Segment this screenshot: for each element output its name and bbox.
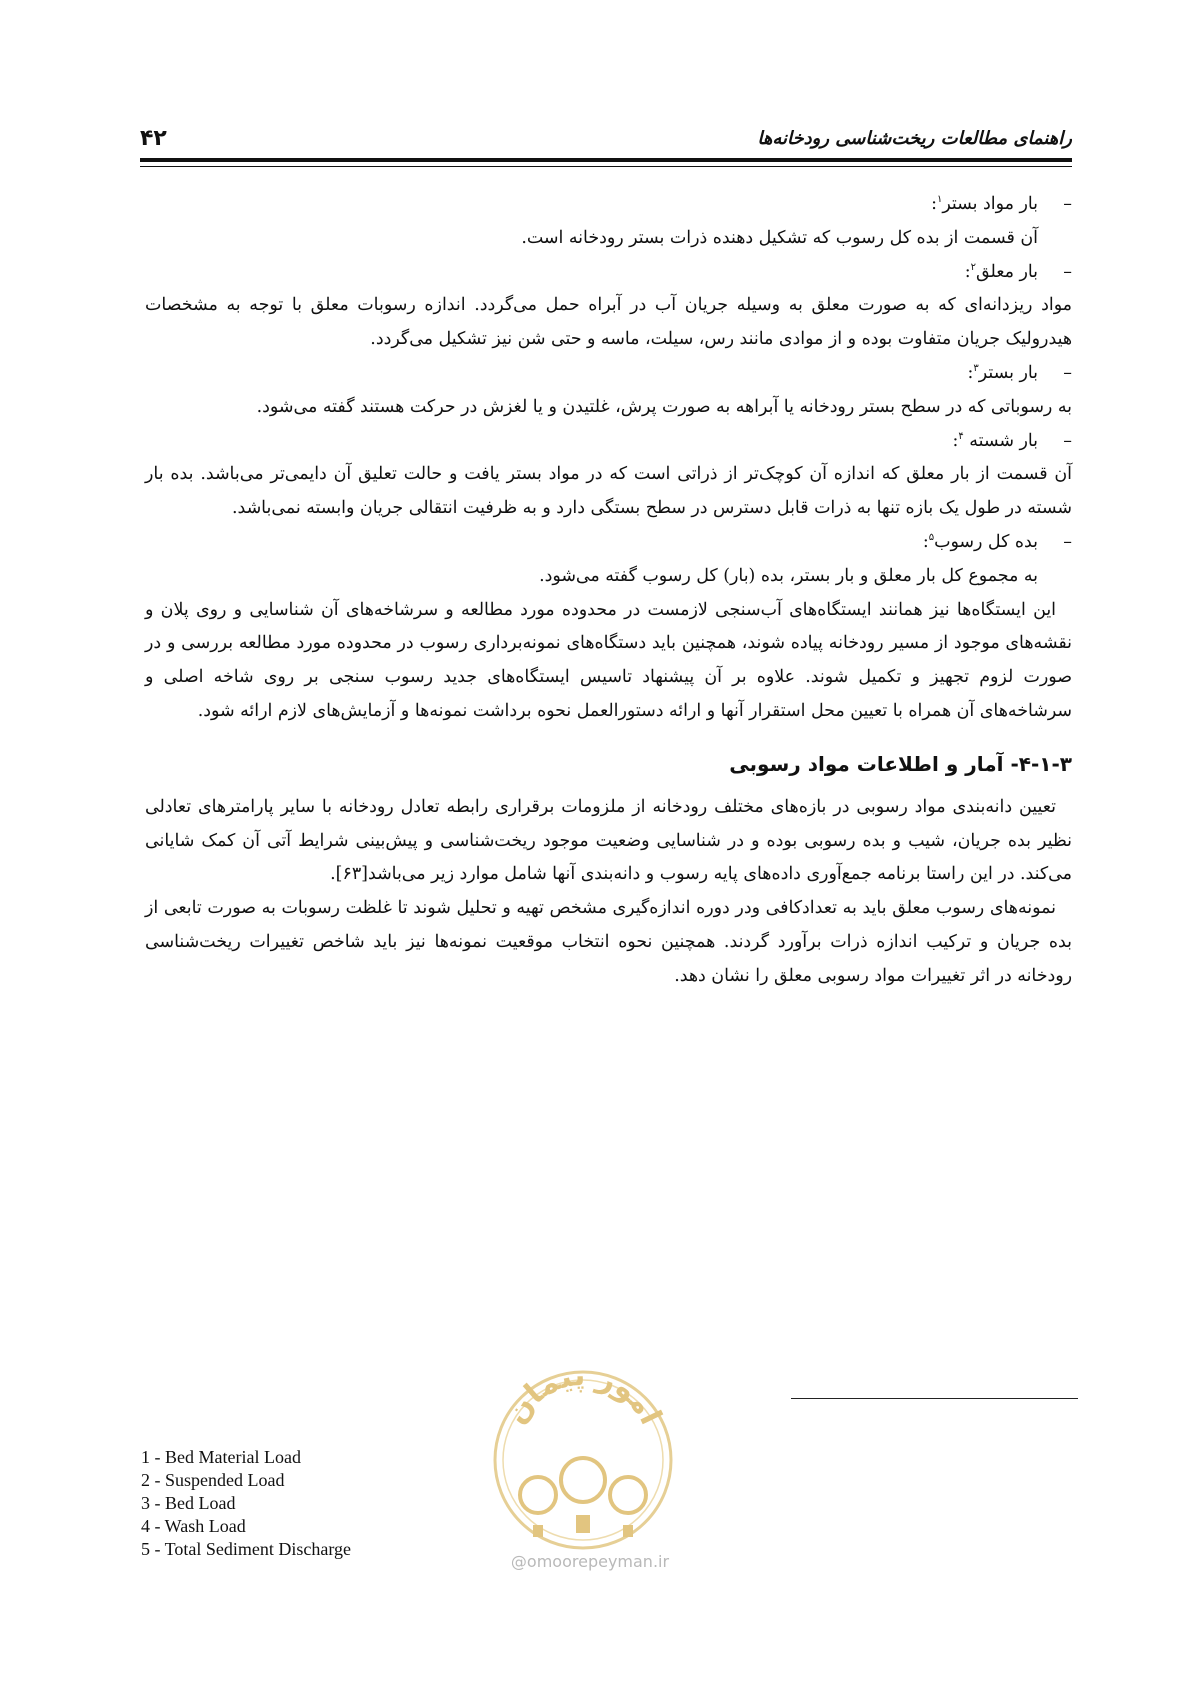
paragraph-samples: نمونه‌های رسوب معلق باید به تعدادکافی ودر دوره اندازه‌گیری مشخص تهیه و تحلیل شوند تا غلظت رسوبات به صورت تابعی از بده جریان و ترکیب اندازه ذرات برآورد گردند. همچنین نحوه انتخاب موقعیت نمونه‌ها نیز باید شاخص تغییرات ریخت‌شناسی رودخانه در اثر تغییرات مواد رسوبی معلق را نشان دهد. bbox=[145, 898, 1072, 986]
header-rule-thin bbox=[140, 166, 1072, 167]
footnote-item: 2 - Suspended Load bbox=[141, 1470, 285, 1490]
footnote-item: 1 - Bed Material Load bbox=[141, 1447, 301, 1467]
bullet-desc-2: مواد ریزدانه‌ای که به صورت معلق به وسیله جریان آب در آبراه حمل می‌گردد. اندازه رسوبات معلق با توجه به مشخصات هیدرولیک جریان متفاوت بوده و از موادی مانند رس، سیلت، ماسه و حتی شن نیز تشکیل می‌گردد. bbox=[145, 295, 1072, 350]
footnote-item: 4 - Wash Load bbox=[141, 1516, 246, 1536]
footnote-separator bbox=[791, 1398, 1078, 1399]
footnote-ref-3: ۳ bbox=[973, 363, 979, 375]
page-number: ۴۲ bbox=[140, 126, 167, 151]
footnote-item: 3 - Bed Load bbox=[141, 1493, 236, 1513]
bullet-desc-3: به رسوباتی که در سطح بستر رودخانه یا آبراهه به صورت پرش، غلتیدن و یا لغزش در حرکت هستند گفته می‌شود. bbox=[256, 396, 1072, 417]
watermark-url: @omoorepeyman.ir bbox=[510, 1552, 670, 1571]
bullet-desc-5: به مجموع کل بار معلق و بار بستر، بده (بار) کل رسوب گفته می‌شود. bbox=[539, 565, 1038, 586]
bullet-dash: – bbox=[1063, 194, 1072, 214]
page-header bbox=[140, 118, 1072, 158]
footnote-ref-4: ۴ bbox=[958, 430, 964, 442]
bullet-term-1: – بار مواد بستر$^۱$: bbox=[145, 188, 1072, 222]
bullet-term-4: – بار شسته $^۴$: bbox=[145, 425, 1072, 459]
bullet-dash: – bbox=[1063, 362, 1072, 383]
paragraph-grading: تعیین دانه‌بندی مواد رسوبی در بازه‌های مختلف رودخانه از ملزومات برقراری رابطه تعادل رودخانه با سایر پارامترهای تعادلی نظیر بده جریان، شیب و بده رسوبی بوده و در شناسایی وضعیت موجود ریخت‌شناسی و پیش‌بینی شرایط آتی آن کمک شایانی می‌کند. در این راستا برنامه جمع‌آوری داده‌های پایه رسوب و دانه‌بندی آنها شامل موارد زیر می‌باشد[۶۳]. bbox=[145, 796, 1072, 885]
section-heading: ۴-۱-۳- آمار و اطلاعات مواد رسوبی bbox=[729, 751, 1072, 776]
main-content bbox=[145, 188, 1072, 994]
bullet-desc-1: آن قسمت از بده کل رسوب که تشکیل دهنده ذرات بستر رودخانه است. bbox=[521, 227, 1038, 248]
header-rule-thick bbox=[140, 158, 1072, 162]
watermark-logo bbox=[488, 1355, 678, 1565]
footnote-item: 5 - Total Sediment Discharge bbox=[141, 1539, 352, 1559]
footnote-ref-2: ۲ bbox=[970, 261, 976, 273]
bullet-dash: – bbox=[1063, 430, 1072, 451]
watermark-logo-text: امور پیمان bbox=[498, 1357, 669, 1431]
footnote-ref-1: ۱ bbox=[936, 194, 943, 206]
running-title: راهنمای مطالعات ریخت‌شناسی رودخانه‌ها bbox=[757, 128, 1072, 149]
bullet-term-5: – بده کل رسوب$^۵$: bbox=[145, 526, 1072, 560]
bullet-dash: – bbox=[1063, 531, 1072, 552]
bullet-term-2: – بار معلق$^۲$: bbox=[145, 256, 1072, 290]
footnotes-list bbox=[141, 1446, 351, 1561]
bullet-desc-4: آن قسمت از بار معلق که اندازه آن کوچک‌تر از ذراتی است که در مواد بستر یافت و حالت تعلیق آن دایمی‌تر می‌باشد. بده بار شسته در طول یک بازه تنها به ذرات قابل دسترس در سطح بستگی دارد و به ظرفیت انتقالی جریان وابسته نمی‌باشد. bbox=[145, 464, 1072, 519]
bullet-dash: – bbox=[1063, 261, 1072, 282]
footnote-ref-5: ۵ bbox=[928, 532, 935, 544]
bullet-term-3: – بار بستر$^۳$: bbox=[145, 357, 1072, 391]
paragraph-stations: این ایستگاه‌ها نیز همانند ایستگاه‌های آب‌سنجی لازمست در محدوده مورد مطالعه و سرشاخه‌های آن شناسایی و روی پلان و نقشه‌های موجود از مسیر رودخانه پیاده شوند، همچنین باید دستگاه‌های نمونه‌برداری رسوب در محدوده مورد مطالعه بررسی و در صورت لزوم تجهیز و تکمیل شوند. علاوه بر آن پیشنهاد تاسیس ایستگاه‌های جدید رسوب سنجی بر روی شاخه اصلی و سرشاخه‌های آن همراه با تعیین محل استقرار آنها و ارائه دستورالعمل نحوه برداشت نمونه‌ها و آزمایش‌های لازم ارائه شود. bbox=[145, 599, 1072, 721]
